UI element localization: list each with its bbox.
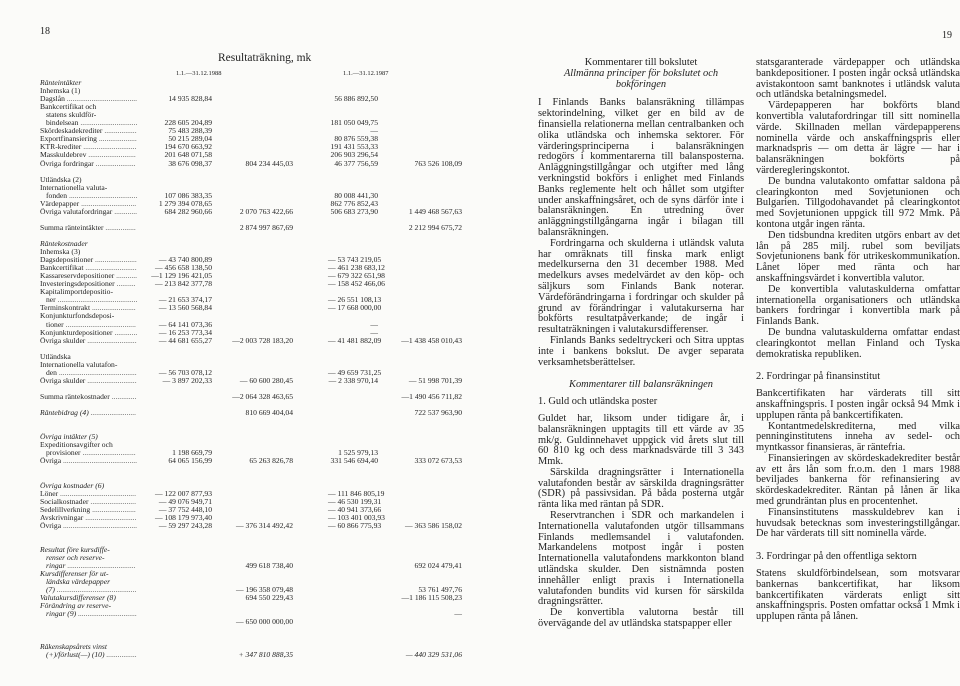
- paragraph: Kontantmedelskrediterna, med vilka penninginstitutens inneha av sedel- och myntkassor finansieras, är räntefria.: [756, 420, 960, 454]
- section-heading-gold: 1. Guld och utländska poster: [538, 396, 658, 408]
- leader-dots: .....................................: [64, 94, 138, 104]
- paragraph: De bundna valutaskulderna omfattar endast clearingkontot mellan Finland och Tyska demokratiska republiken.: [756, 326, 960, 360]
- row-label: Sedelillverkning .......................: [40, 504, 136, 514]
- value-cell: 46 377 756,59: [334, 158, 378, 168]
- leader-dots: ...........: [114, 271, 138, 281]
- value-cell: 1 279 394 078,65: [158, 198, 212, 208]
- row-label: Summa ränteintäkter ................: [40, 222, 136, 232]
- value-cell: 1 449 468 567,63: [408, 206, 462, 216]
- value-cell: — 363 586 158,02: [405, 520, 462, 530]
- value-cell: 65 263 826,78: [249, 456, 293, 466]
- paragraph: Finansinstitutens masskuldebrev kan i huvudsak betecknas som investeringstillgångar. De har värderats till sitt nominella värde.: [756, 506, 960, 540]
- value-cell: —2 003 728 183,20: [232, 335, 293, 345]
- leader-dots: ..........................................: [55, 295, 138, 305]
- balance-sheet-heading: Kommentarer till balansräkningen: [569, 379, 713, 391]
- row-label: (+)/förlust(—) (10) ................: [46, 649, 137, 659]
- value-cell: — 2 338 970,14: [328, 375, 378, 385]
- value-cell: 1 198 669,79: [172, 448, 212, 458]
- value-cell: 80 876 559,38: [334, 134, 378, 144]
- value-cell: —1 438 458 010,43: [401, 335, 462, 345]
- row-label: renser och reserve-: [46, 552, 105, 562]
- row-label: fonden ....................................: [46, 190, 138, 200]
- leader-dots: ........................................: [58, 488, 136, 498]
- paragraph: statsgaranterade värdepapper och utländska bankdepositioner. I posten ingår också utländska avistakontoon samt banknotes i utländsk valuta och utländska betalningsmedel.: [756, 57, 960, 101]
- commentary-column-right: [756, 58, 960, 623]
- value-cell: 763 526 108,09: [414, 158, 462, 168]
- value-cell: — 44 681 655,27: [158, 335, 212, 345]
- row-label: Expeditionsavgifter och: [40, 440, 113, 450]
- value-cell: 194 670 663,92: [164, 142, 212, 152]
- page-number-right: 19: [942, 30, 952, 41]
- row-label: Internationella valuta-: [40, 182, 108, 192]
- leader-dots: ............: [112, 327, 138, 337]
- paragraph: Reservtranchen i SDR och markandelen i Internationella valutafonden utgör tillsammans Finlands medlemsandel i valutafonden. Markandelens motpost ingår i posten Internationella valutafondens markkonton bland utländska skulder. Den sistnämnda posten innehåller enligt praxis i Internationella valutafonden bundits vid kursen för särskilda dragningsrätter.: [538, 510, 744, 608]
- paragraph: De konvertibla valutaskulderna omfattar internationella organisationers och utländska bankers fordringar i konvertibla mark på Finlands Bank.: [756, 283, 960, 328]
- value-cell: 107 086 383,35: [164, 190, 212, 200]
- row-label: ringar (9) ...............................: [46, 609, 137, 619]
- value-cell: —: [370, 319, 378, 329]
- paragraph: Guldet har, liksom under tidigare år, i balansräkningen upptagits till ett värde av 35 mk/g. Guldinnehavet uppgick vid årets slut till 60 810 kg och dess marknadsvärde till 3 343 Mmk.: [538, 412, 744, 468]
- value-cell: — 60 866 775,93: [328, 520, 382, 530]
- value-cell: —1 129 196 421,05: [151, 271, 212, 281]
- row-label: KTR-krediter ............................: [40, 142, 137, 152]
- value-cell: 722 537 963,90: [414, 408, 462, 418]
- row-label: Avskrivningar ...........................: [40, 512, 137, 522]
- row-label: Värdepapper .............................: [40, 198, 137, 208]
- value-cell: 804 234 445,03: [245, 158, 293, 168]
- value-cell: 206 903 296,54: [330, 150, 378, 160]
- principles-heading: Allmänna principer för bokslutet och bokföringen: [563, 67, 719, 90]
- paragraph: I Finlands Banks balansräkning tillämpas sektorindelning, vilket ger en bild av de finansiella relationerna mellan centralbanken och olika utländska och inhemska sektorer. För värderingsprinciperna i balansräkningen redogörs i kommentarerna till balansposterna. Anläggningstillgångar och utgifter med lång verkningstid bokförs i enlighet med Finlands Banks reglemente helt och hållet som utgifter under anskaffningsåret, och de syns därför inte i balansräkningen. En utredning över anläggningstillgångarna ingår i bilagan till balansräkningen.: [538, 97, 744, 238]
- row-label: Övriga skulder ..........................: [40, 335, 137, 345]
- value-cell: 50 215 289,04: [168, 134, 212, 144]
- value-cell: 810 669 404,04: [245, 408, 293, 418]
- value-cell: — 60 600 280,45: [239, 375, 293, 385]
- value-cell: 38 676 098,37: [168, 158, 212, 168]
- value-cell: — 158 452 466,06: [328, 279, 385, 289]
- value-cell: — 56 703 078,12: [158, 367, 212, 377]
- row-label: Inhemska (3): [40, 247, 81, 257]
- row-label: Utländska (2): [40, 174, 82, 184]
- column-header-1988: 1.1.—31.12.1988: [176, 70, 222, 77]
- value-cell: + 347 810 888,35: [238, 649, 293, 659]
- leader-dots: .............: [109, 391, 137, 401]
- value-cell: — 196 358 079,48: [236, 585, 293, 595]
- leader-dots: ......................: [93, 255, 137, 265]
- row-label: Ränteintäkter: [40, 78, 82, 87]
- paragraph: Värdepapperen har bokförts bland konvertibla valutafordringar till sitt nominella värde. Skillnaden mellan värdepapperens nominella värde och anskaffningspris eller marknadspris — om detta är lägre — har i balansräkningen bokförts på värderegleringskontot.: [756, 100, 960, 176]
- row-label: Inhemska (1): [40, 86, 81, 96]
- row-label: Övriga intäkter (5): [40, 432, 98, 442]
- row-label: Övriga fordringar .....................: [40, 158, 136, 168]
- value-cell: 2 212 994 675,72: [408, 222, 462, 232]
- row-label: Resultat före kursdiffe-: [40, 544, 110, 554]
- row-label: Övriga kostnader (6): [40, 480, 105, 490]
- leader-dots: .......................................: [61, 520, 138, 530]
- leader-dots: ............................: [80, 448, 136, 458]
- row-label: Terminskontrakt .......................: [40, 303, 136, 313]
- value-cell: — 440 329 531,06: [405, 649, 462, 659]
- row-label: Kapitalimportdepositio-: [40, 287, 113, 297]
- section-heading-finance: 2. Fordringar på finansinstitut: [756, 371, 881, 383]
- value-cell: — 376 314 492,42: [236, 520, 293, 530]
- row-label: Övriga skulder ..........................: [40, 375, 137, 385]
- row-label: Valutakursdifferenser (8): [40, 593, 116, 603]
- value-cell: — 21 653 374,17: [158, 295, 212, 305]
- value-cell: 694 550 229,43: [245, 593, 293, 603]
- paragraph: Finlands Banks sedeltryckeri och Sitra upptas inte i bankens bokslut. De avger separata verksamhetsberättelser.: [538, 334, 744, 368]
- row-label: Utländska: [40, 351, 71, 361]
- value-cell: 228 605 204,89: [164, 118, 212, 128]
- value-cell: 53 761 497,76: [418, 585, 462, 595]
- section-heading-public: 3. Fordringar på den offentliga sektorn: [756, 551, 917, 563]
- value-cell: 333 072 673,53: [414, 456, 462, 466]
- row-label: Kassareservdepositioner ...........: [40, 271, 138, 281]
- row-label: bindelsean ..............................: [46, 118, 138, 128]
- value-cell: — 650 000 000,00: [236, 617, 293, 627]
- value-cell: — 3 897 202,33: [162, 375, 212, 385]
- commentary-column-middle: [538, 58, 744, 630]
- value-cell: — 40 941 373,66: [328, 504, 382, 514]
- value-cell: — 37 752 448,10: [158, 504, 212, 514]
- leader-dots: ..........................................: [54, 585, 137, 595]
- value-cell: — 49 076 949,71: [158, 496, 212, 506]
- row-label: statens skuldför-: [46, 110, 97, 120]
- leader-dots: ...........................: [83, 512, 137, 522]
- value-cell: —1 186 115 508,23: [401, 593, 462, 603]
- value-cell: 499 618 738,40: [245, 561, 293, 570]
- value-cell: 2 874 997 867,69: [239, 222, 293, 232]
- value-cell: 14 935 828,84: [168, 94, 212, 104]
- row-label: Löner ........................................: [40, 488, 136, 498]
- row-label: ringar ....................................: [46, 561, 136, 570]
- row-label: Masskuldebrev .........................: [40, 150, 136, 160]
- value-cell: 862 776 852,43: [330, 198, 378, 208]
- leader-dots: .......................: [90, 504, 136, 514]
- row-label: Summa räntekostnader .............: [40, 391, 137, 401]
- paragraph: Särskilda dragningsrätter i Internationella valutafonden består av särskilda dragningsrätter (SDR) på passivsidan. På båda posterna utgår ränta lika med räntan på SDR.: [538, 466, 744, 511]
- row-label: Övriga valutafordringar ............: [40, 206, 138, 216]
- leader-dots: .........................: [86, 150, 136, 160]
- row-label: den .........................................: [46, 367, 137, 377]
- value-cell: — 13 560 568,84: [158, 303, 212, 313]
- row-label: tioner .....................................: [46, 319, 136, 329]
- value-cell: — 213 842 377,78: [155, 279, 212, 289]
- paragraph: Fordringarna och skulderna i utländsk valuta har omräknats till finska mark enligt medelkurserna den 31 december 1988. Med medelkurs avses medelvärdet av den köp- och säljkurs som Finlands Bank noterar. Värdeförändringarna i fordringar och skulder på grund av förändringar i valutakurserna har bokförts resultatpåverkande; de ingår i resultaträkningen i valutakursdifferenser.: [538, 237, 744, 336]
- value-cell: 191 431 553,33: [330, 142, 378, 152]
- leader-dots: ........................: [88, 408, 137, 418]
- row-label: ner ..........................................: [46, 295, 138, 305]
- value-cell: 75 483 288,39: [168, 126, 212, 136]
- value-cell: — 51 998 701,39: [408, 375, 462, 385]
- value-cell: — 49 659 731,25: [328, 367, 382, 377]
- value-cell: — 111 846 805,19: [328, 488, 385, 498]
- value-cell: — 53 743 219,05: [328, 255, 382, 265]
- value-cell: — 17 668 000,00: [328, 303, 382, 313]
- value-cell: — 64 141 073,36: [158, 319, 212, 329]
- row-label: Socialkostnader ........................: [40, 496, 136, 506]
- commentary-heading: Kommentarer till bokslutet: [584, 57, 698, 68]
- value-cell: — 103 401 003,93: [328, 512, 385, 522]
- row-label: Bankcertifikat ...........................: [40, 263, 137, 273]
- leader-dots: ....................: [96, 134, 137, 144]
- column-header-1987: 1.1.—31.12.1987: [343, 70, 389, 77]
- leader-dots: ...............................: [76, 609, 137, 619]
- leader-dots: ............: [112, 206, 138, 216]
- value-cell: — 108 179 973,40: [155, 512, 212, 522]
- leader-dots: .....................: [93, 158, 136, 168]
- value-cell: 506 683 273,90: [330, 206, 378, 216]
- row-label: Exportfinansiering ....................: [40, 134, 137, 144]
- row-label: Konjunkturfondsdeposi-: [40, 311, 115, 321]
- leader-dots: ..........................: [85, 335, 137, 345]
- value-cell: —: [370, 126, 378, 136]
- paragraph: Statens skuldförbindelsean, som motsvarar bankernas bankcertifikat, har liksom bankcertifikaten värderats enligt sitt anskaffningspris. Posten omfattar också 1 Mmk i upplupen ränta på lånen.: [756, 568, 960, 623]
- value-cell: — 43 740 800,89: [158, 255, 212, 265]
- paragraph: De konvertibla valutorna består till övervägande del av utländska statspapper eller: [538, 607, 744, 630]
- row-label: Internationella valutafon-: [40, 359, 118, 369]
- leader-dots: .......................................: [61, 456, 138, 466]
- value-cell: 692 024 479,41: [414, 561, 462, 570]
- value-cell: — 16 253 773,34: [158, 327, 212, 337]
- leader-dots: ................: [103, 222, 136, 232]
- leader-dots: ........................: [88, 496, 136, 506]
- value-cell: —: [370, 327, 378, 337]
- value-cell: 1 525 979,13: [338, 448, 378, 458]
- leader-dots: ...........................: [83, 263, 137, 273]
- value-cell: — 461 238 683,12: [328, 263, 385, 273]
- leader-dots: ....................................: [67, 190, 138, 200]
- row-label: Dagsdepositioner ......................: [40, 255, 137, 265]
- row-label: Förändring av reserve-: [40, 601, 111, 611]
- leader-dots: .........................................: [56, 367, 137, 377]
- value-cell: 201 648 071,58: [164, 150, 212, 160]
- value-cell: 2 070 763 422,66: [239, 206, 293, 216]
- paragraph: Den tidsbundna krediten utgörs enbart av det lån på 285 milj. rubel som beviljats Sovjetunionens bank för utrikeskommunikation. Lånet löper med ränta och har anskaffningsvärdet i konvertibla valutor.: [756, 229, 960, 284]
- leader-dots: ..........................: [85, 375, 137, 385]
- value-cell: 684 282 960,66: [164, 206, 212, 216]
- row-label: Övriga .......................................: [40, 520, 138, 530]
- row-label: provisioner ............................: [46, 448, 136, 458]
- value-cell: — 122 007 877,93: [155, 488, 212, 498]
- value-cell: — 41 481 882,09: [328, 335, 382, 345]
- leader-dots: ..............................: [78, 118, 138, 128]
- value-cell: 331 546 694,40: [330, 456, 378, 466]
- row-label: Investeringsdepositioner ..........: [40, 279, 136, 289]
- row-label: Dagslån .....................................: [40, 94, 138, 104]
- row-label: Bankcertifikat och: [40, 102, 97, 112]
- value-cell: —1 490 456 711,82: [401, 391, 462, 401]
- page-title: Resultaträkning, mk: [218, 52, 312, 64]
- leader-dots: ..........: [114, 279, 136, 289]
- row-label: Kursdifferenser för ut-: [40, 569, 109, 579]
- value-cell: — 456 658 138,50: [155, 263, 212, 273]
- leader-dots: ................: [104, 649, 137, 659]
- row-label: Konjunkturdepositioner ............: [40, 327, 138, 337]
- value-cell: — 59 297 243,28: [158, 520, 212, 530]
- value-cell: 80 008 441,30: [334, 190, 378, 200]
- value-cell: 56 886 892,50: [334, 94, 378, 104]
- leader-dots: .......................: [90, 303, 136, 313]
- paragraph: Finansieringen av skördeskadekrediter består av ett års lån som fr.o.m. den 1 mars 1988 beviljades bankerna för refinansiering av skördeskadekrediter. Räntan på lånen är lika med grundräntan plus en procentenhet.: [756, 452, 960, 508]
- row-label: ländska värdepapper: [46, 577, 111, 587]
- value-cell: — 46 530 199,31: [328, 496, 382, 506]
- value-cell: 64 065 156,99: [168, 456, 212, 466]
- value-cell: —: [454, 609, 462, 619]
- page-number-left: 18: [40, 26, 50, 37]
- row-label: Övriga .......................................: [40, 456, 138, 466]
- leader-dots: ............................: [81, 142, 137, 152]
- row-label: Skördeskadekrediter .................: [40, 126, 137, 136]
- row-label: Räntebidrag (4) ........................: [40, 408, 137, 418]
- leader-dots: .................: [102, 126, 137, 136]
- leader-dots: ....................................: [65, 561, 136, 570]
- value-cell: 181 050 049,75: [330, 118, 378, 128]
- value-cell: — 26 551 108,13: [328, 295, 382, 305]
- leader-dots: .............................: [79, 198, 137, 208]
- paragraph: Bankcertifikaten har värderats till sitt anskaffningspris. I posten ingår också 94 Mmk i upplupen ränta på bankcertifikaten.: [756, 388, 960, 421]
- row-label: Räntekostnader: [40, 239, 88, 248]
- paragraph: De bundna valutakonto omfattar saldona på clearingkonton med Sovjetunionen och Bulgarien. Tillgodohavandet på clearingkontot med Sovjetunionen uppgick till 972 Mmk. På kontona utgår ingen ränta.: [756, 175, 960, 230]
- row-label: Räkenskapsårets vinst: [40, 641, 107, 651]
- row-label: (7) ..........................................: [46, 585, 137, 595]
- value-cell: —2 064 328 463,65: [232, 391, 293, 401]
- value-cell: — 679 322 651,98: [328, 271, 385, 281]
- leader-dots: .....................................: [63, 319, 136, 329]
